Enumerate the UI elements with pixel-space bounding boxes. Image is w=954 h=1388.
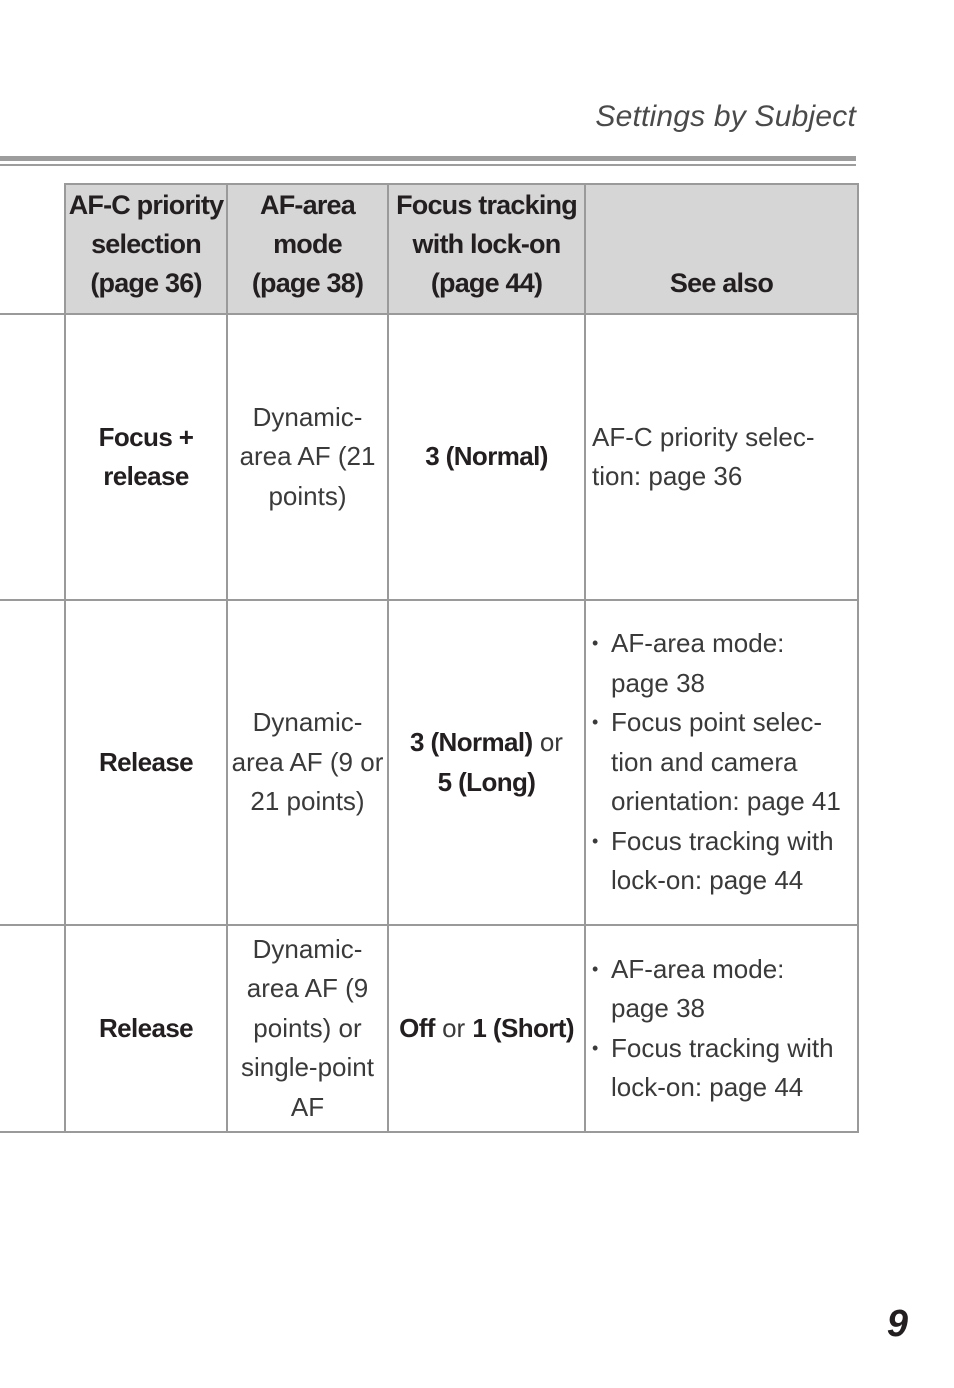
see-also-list [592,950,851,1108]
see-also-list [592,624,851,901]
bullet-line: tion and camera [611,746,798,777]
cell-see-also [585,925,858,1132]
tracking-value: Off [399,1012,435,1043]
tracking-value-alt: 1 (Short) [472,1012,574,1043]
cell-tracking [388,314,585,600]
header-af-area-mode [227,184,388,314]
see-also-text-line: tion: page 36 [592,461,743,491]
row-stub [0,925,65,1132]
bullet-line: lock-on: page 44 [611,865,804,896]
header-line: with lock-on [412,229,561,259]
row-stub [0,314,65,600]
cell-line: Dynamic- [252,933,363,964]
cell-af-area [227,314,388,600]
cell-af-area [227,600,388,925]
table-header-row [0,184,858,314]
tracking-value: 3 (Normal) [425,441,548,472]
header-line: selection [91,229,201,259]
cell-see-also [585,314,858,600]
tracking-value: 3 (Normal) [410,727,533,757]
bullet-line: orientation: page 41 [611,786,841,817]
cell-line: Release [98,746,194,777]
cell-line: points) [268,480,347,511]
bullet-line: • Focus tracking with [611,1032,834,1063]
cell-tracking [388,925,585,1132]
settings-table [0,183,859,1133]
header-cell-blank [0,184,65,314]
see-also-text-line: AF-C priority selec- [592,421,815,452]
cell-line: Release [98,1012,194,1043]
header-line: (page 36) [90,268,202,298]
cell-line: 21 points) [250,786,365,817]
see-also-bullet [592,950,851,1029]
table-row [0,600,858,925]
cell-line: single-point [241,1052,374,1083]
row-stub [0,600,65,925]
header-line: See also [669,268,774,298]
bullet-line: • Focus point selec- [611,707,822,738]
cell-line: Dynamic- [252,401,363,432]
table-row [0,314,858,600]
cell-tracking [388,600,585,925]
header-line: AF-C priority [68,190,224,220]
bullet-line: • AF-area mode: [611,953,785,984]
cell-af-area [227,925,388,1132]
cell-line: Dynamic- [252,707,363,738]
header-line: (page 44) [430,268,543,298]
header-line: AF-area [260,190,355,220]
page-number: 9 [886,1303,908,1345]
header-rule-thin [0,164,856,166]
bullet-line: • Focus tracking with [611,825,834,856]
cell-see-also [585,600,858,925]
tracking-or: or [539,727,563,757]
tracking-or: or [442,1012,466,1043]
cell-priority [65,925,227,1132]
header-rule-thick [0,156,856,161]
see-also-bullet [592,822,851,901]
header-line: mode [273,229,342,259]
table-row [0,925,858,1132]
header-line: Focus tracking [396,190,577,220]
cell-line: Focus + [98,421,194,452]
tracking-value-alt: 5 (Long) [437,766,536,797]
see-also-bullet [592,624,851,703]
cell-line: release [103,461,189,491]
section-title: Settings by Subject [595,100,856,133]
header-focus-tracking [388,184,585,314]
cell-line: area AF (9 [246,973,369,1004]
bullet-line: • AF-area mode: [611,628,785,659]
cell-line: area AF (9 or [231,746,384,777]
bullet-line: lock-on: page 44 [611,1072,804,1102]
cell-priority [65,314,227,600]
header-see-also [585,184,858,314]
cell-line: points) or [253,1012,362,1043]
see-also-bullet [592,703,851,822]
see-also-bullet [592,1029,851,1108]
cell-priority [65,600,227,925]
bullet-line: page 38 [611,993,705,1023]
cell-line: AF [290,1091,325,1122]
bullet-line: page 38 [611,667,705,698]
cell-line: area AF (21 [239,441,376,472]
header-af-c-priority [65,184,227,314]
header-line: (page 38) [251,268,364,298]
